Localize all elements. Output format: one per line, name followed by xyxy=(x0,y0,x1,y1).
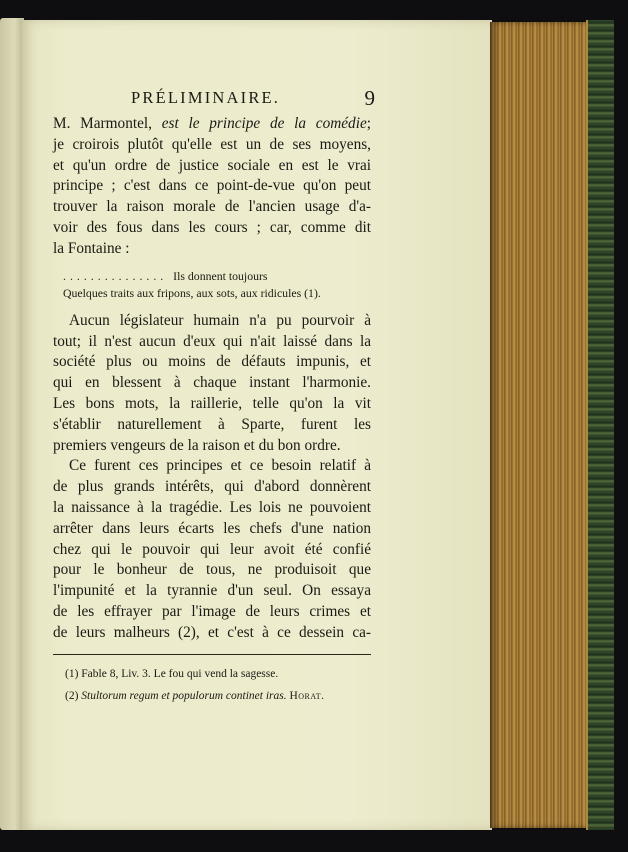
paragraph-3 xyxy=(53,456,371,643)
footnote-rule xyxy=(53,654,371,655)
text-line: société plus ou moins de défauts impunis, et xyxy=(53,353,371,371)
page-text xyxy=(53,86,375,707)
text-line: la naissance à la tragédie. Les lois ne pouvoient xyxy=(53,498,371,516)
text-line: voir des fous dans les cours ; car, comme dit xyxy=(53,218,371,236)
text-line: arrêter dans leurs écarts les chefs d'une nation xyxy=(53,519,371,537)
paragraph-2 xyxy=(53,311,371,457)
text-line: Les bons mots, la raillerie, telle qu'on la vit xyxy=(53,394,371,412)
text-line: M. Marmontel, est le principe de la comédie; xyxy=(53,115,371,132)
text-line: Ce furent ces principes et ce besoin relatif à xyxy=(69,457,371,475)
text-line: trouver la raison morale de l'ancien usage d'a- xyxy=(53,198,371,216)
page-header xyxy=(53,86,375,114)
text-line: premiers vengeurs de la raison et du bon ordre. xyxy=(53,436,341,454)
text-line: tout; il n'est aucun d'eux qui n'ait laissé dans la xyxy=(53,332,371,350)
text-line: Aucun législateur humain n'a pu pourvoir à xyxy=(69,311,371,329)
running-head: PRÉLIMINAIRE. xyxy=(131,88,281,107)
footnote-1: (1) Fable 8, Liv. 3. Le fou qui vend la sagesse. xyxy=(65,667,279,680)
text-line: chez qui le pouvoir qui leur avoit été confié xyxy=(53,540,371,558)
book-cover-edge xyxy=(586,20,614,830)
footnotes xyxy=(53,663,371,707)
ellipsis-dots: ............... xyxy=(63,268,168,283)
text-line: de leurs malheurs (2), et c'est à ce dessein ca- xyxy=(53,623,371,641)
text-line: de les effrayer par l'image de leurs crimes et xyxy=(53,602,371,620)
verse-quote xyxy=(63,268,371,303)
page-number: 9 xyxy=(364,86,375,110)
text-line: s'établir naturellement à Sparte, furent les xyxy=(53,415,371,433)
gilt-page-edges xyxy=(490,22,590,828)
quote-line-1: ............... Ils donnent toujours xyxy=(63,268,268,283)
paragraph-1 xyxy=(53,114,371,260)
footnote-2: (2) Stultorum regum et populorum continet iras. Horat. xyxy=(65,689,325,702)
text-line: pour le bonheur de tous, ne produisoit que xyxy=(53,561,371,579)
facing-page-edge xyxy=(0,18,24,830)
text-line: et qu'un ordre de justice sociale en est le vrai xyxy=(53,156,371,174)
quote-line-2: Quelques traits aux fripons, aux sots, aux ridicules (1). xyxy=(63,286,321,301)
text-line: la Fontaine : xyxy=(53,239,130,257)
text-line: de plus grands intérêts, qui d'abord donnèrent xyxy=(53,478,371,496)
text-line: je croirois plutôt qu'elle est un de ses moyens, xyxy=(53,135,371,153)
text-line: principe ; c'est dans ce point-de-vue qu'on peut xyxy=(53,177,371,195)
text-line: l'impunité et la tyrannie d'un seul. On essaya xyxy=(53,582,371,600)
text-line: qui en blessent à chaque instant l'harmonie. xyxy=(53,374,371,392)
